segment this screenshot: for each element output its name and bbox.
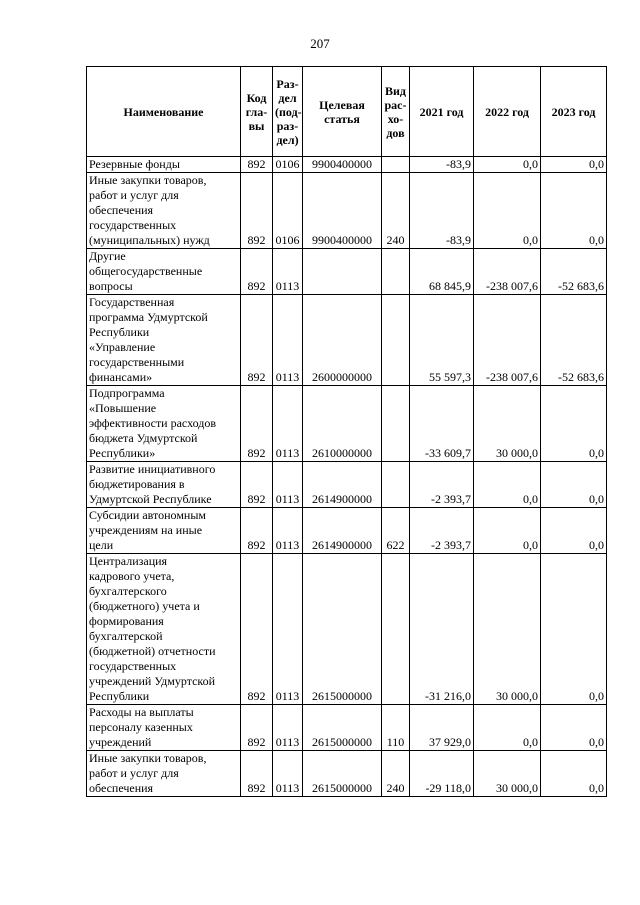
row-2022-cell: -238 007,6 <box>474 249 541 295</box>
table-row <box>87 386 607 462</box>
row-name-cell: Государственная программа Удмуртской Республики «Управление государственными финансами» <box>87 295 241 386</box>
row-name-cell: Другие общегосударственные вопросы <box>87 249 241 295</box>
table-row <box>87 508 607 554</box>
row-section-cell: 0113 <box>273 508 303 554</box>
row-chapter-cell: 892 <box>241 751 273 797</box>
row-2021-cell: 68 845,9 <box>410 249 474 295</box>
row-chapter-cell: 892 <box>241 173 273 249</box>
row-chapter-cell: 892 <box>241 508 273 554</box>
row-target-cell: 2614900000 <box>303 508 382 554</box>
table-row <box>87 751 607 797</box>
row-section-cell: 0106 <box>273 157 303 173</box>
row-2021-cell: 55 597,3 <box>410 295 474 386</box>
row-chapter-cell: 892 <box>241 554 273 705</box>
header-2023: 2023 год <box>541 67 607 157</box>
row-section-cell: 0113 <box>273 386 303 462</box>
row-2022-cell: 0,0 <box>474 705 541 751</box>
row-chapter-cell: 892 <box>241 295 273 386</box>
table-row <box>87 249 607 295</box>
row-expense-type-cell <box>382 157 410 173</box>
row-expense-type-cell: 110 <box>382 705 410 751</box>
row-2021-cell: -29 118,0 <box>410 751 474 797</box>
row-section-cell: 0113 <box>273 249 303 295</box>
header-2022: 2022 год <box>474 67 541 157</box>
row-2023-cell: -52 683,6 <box>541 249 607 295</box>
row-2023-cell: 0,0 <box>541 554 607 705</box>
row-2021-cell: -2 393,7 <box>410 508 474 554</box>
row-name-cell: Иные закупки товаров, работ и услуг для обеспечения <box>87 751 241 797</box>
row-2021-cell: 37 929,0 <box>410 705 474 751</box>
row-2022-cell: 0,0 <box>474 508 541 554</box>
table-row <box>87 173 607 249</box>
page-number: 207 <box>310 36 330 51</box>
row-2023-cell: 0,0 <box>541 173 607 249</box>
table-row <box>87 295 607 386</box>
row-section-cell: 0113 <box>273 705 303 751</box>
row-name-cell: Расходы на выплаты персоналу казенных учреждений <box>87 705 241 751</box>
row-2023-cell: 0,0 <box>541 157 607 173</box>
row-2023-cell: 0,0 <box>541 705 607 751</box>
row-expense-type-cell <box>382 295 410 386</box>
header-2021: 2021 год <box>410 67 474 157</box>
header-chapter: Код гла- вы <box>241 67 273 157</box>
row-2021-cell: -83,9 <box>410 157 474 173</box>
row-name-cell: Централизация кадрового учета, бухгалтерского (бюджетного) учета и формирования бухгалтерской (бюджетной) отчетности государственных учреждений Удмуртской Республики <box>87 554 241 705</box>
row-2022-cell: 30 000,0 <box>474 386 541 462</box>
row-2022-cell: 30 000,0 <box>474 751 541 797</box>
row-2021-cell: -83,9 <box>410 173 474 249</box>
row-target-cell: 2615000000 <box>303 705 382 751</box>
row-chapter-cell: 892 <box>241 705 273 751</box>
header-expense-type: Вид рас- хо- дов <box>382 67 410 157</box>
row-chapter-cell: 892 <box>241 386 273 462</box>
row-chapter-cell: 892 <box>241 249 273 295</box>
row-name-cell: Резервные фонды <box>87 157 241 173</box>
row-2023-cell: 0,0 <box>541 462 607 508</box>
row-expense-type-cell <box>382 386 410 462</box>
row-target-cell: 2615000000 <box>303 751 382 797</box>
row-2021-cell: -33 609,7 <box>410 386 474 462</box>
row-2021-cell: -2 393,7 <box>410 462 474 508</box>
row-2021-cell: -31 216,0 <box>410 554 474 705</box>
row-target-cell: 2614900000 <box>303 462 382 508</box>
row-target-cell: 9900400000 <box>303 157 382 173</box>
row-target-cell: 9900400000 <box>303 173 382 249</box>
row-expense-type-cell: 240 <box>382 173 410 249</box>
table-row <box>87 554 607 705</box>
row-2022-cell: 0,0 <box>474 173 541 249</box>
row-target-cell <box>303 249 382 295</box>
row-section-cell: 0106 <box>273 173 303 249</box>
row-name-cell: Подпрограмма «Повышение эффективности расходов бюджета Удмуртской Республики» <box>87 386 241 462</box>
row-chapter-cell: 892 <box>241 157 273 173</box>
row-2023-cell: 0,0 <box>541 386 607 462</box>
row-chapter-cell: 892 <box>241 462 273 508</box>
row-target-cell: 2615000000 <box>303 554 382 705</box>
table-row <box>87 462 607 508</box>
table-row <box>87 157 607 173</box>
row-expense-type-cell <box>382 249 410 295</box>
row-name-cell: Иные закупки товаров, работ и услуг для обеспечения государственных (муниципальных) нужд <box>87 173 241 249</box>
row-section-cell: 0113 <box>273 751 303 797</box>
row-target-cell: 2600000000 <box>303 295 382 386</box>
row-target-cell: 2610000000 <box>303 386 382 462</box>
row-expense-type-cell <box>382 554 410 705</box>
row-2023-cell: 0,0 <box>541 508 607 554</box>
header-name: Наименование <box>87 67 241 157</box>
row-expense-type-cell: 622 <box>382 508 410 554</box>
row-expense-type-cell: 240 <box>382 751 410 797</box>
row-2022-cell: 0,0 <box>474 157 541 173</box>
header-target: Целевая статья <box>303 67 382 157</box>
row-2022-cell: 0,0 <box>474 462 541 508</box>
row-section-cell: 0113 <box>273 554 303 705</box>
budget-table <box>86 66 607 797</box>
row-2023-cell: -52 683,6 <box>541 295 607 386</box>
row-2023-cell: 0,0 <box>541 751 607 797</box>
row-2022-cell: 30 000,0 <box>474 554 541 705</box>
row-expense-type-cell <box>382 462 410 508</box>
row-section-cell: 0113 <box>273 462 303 508</box>
row-name-cell: Развитие инициативного бюджетирования в Удмуртской Республике <box>87 462 241 508</box>
row-name-cell: Субсидии автономным учреждениям на иные цели <box>87 508 241 554</box>
row-section-cell: 0113 <box>273 295 303 386</box>
row-2022-cell: -238 007,6 <box>474 295 541 386</box>
table-row <box>87 705 607 751</box>
header-section: Раз- дел (под- раз- дел) <box>273 67 303 157</box>
table-header-row <box>87 67 607 157</box>
